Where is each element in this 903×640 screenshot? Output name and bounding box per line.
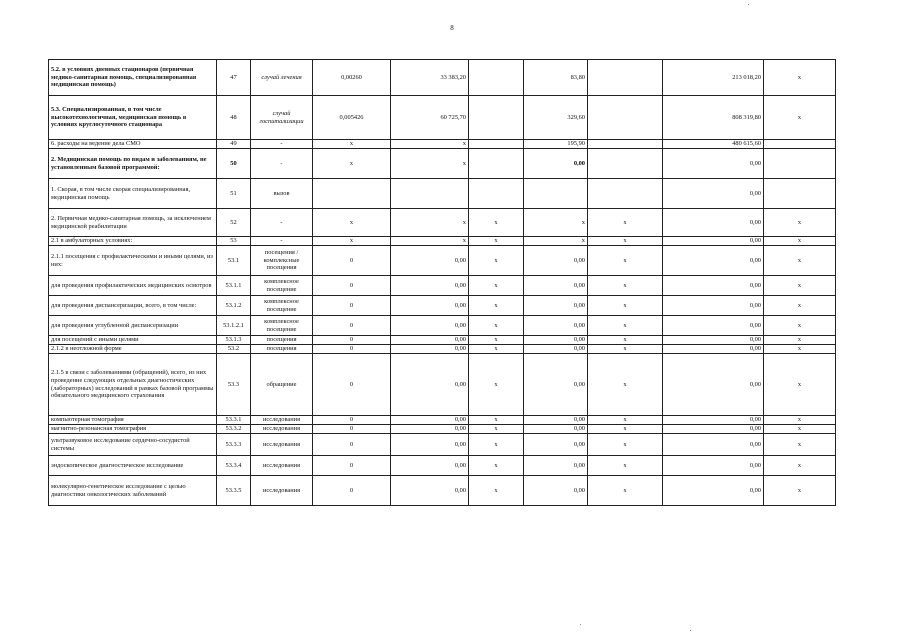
table-row	[49, 434, 836, 456]
cell-code: 53.1.1	[217, 276, 251, 296]
cell-unit: -	[251, 149, 313, 179]
table-row	[49, 456, 836, 476]
cell-c5	[391, 179, 469, 209]
cell-unit: исследования	[251, 456, 313, 476]
cell-c10: х	[764, 336, 836, 345]
cell-name: 2.1.1 посещения с профилактическими и иными целями, из них:	[49, 246, 217, 276]
cell-c5: 0,00	[391, 296, 469, 316]
cell-c9: 0,00	[663, 354, 764, 416]
cell-unit: посещения	[251, 345, 313, 354]
cell-name: для проведения диспансеризации, всего, в том числе:	[49, 296, 217, 316]
cell-c10: х	[764, 296, 836, 316]
cell-name: 2. Медицинская помощь по видам и заболеваниям, не установленным базовой программой:	[49, 149, 217, 179]
cell-code: 53	[217, 237, 251, 246]
cell-c9: 0,00	[663, 456, 764, 476]
cell-c4: х	[313, 209, 391, 237]
table-row	[49, 336, 836, 345]
cell-c10	[764, 140, 836, 149]
cell-c4: х	[313, 237, 391, 246]
cell-c10: х	[764, 476, 836, 506]
cell-unit: исследования	[251, 416, 313, 425]
cell-c4: 0	[313, 476, 391, 506]
cell-name: компьютерная томография	[49, 416, 217, 425]
table-row	[49, 276, 836, 296]
cell-c9: 0,00	[663, 345, 764, 354]
cell-unit: посещения / комплексные посещения	[251, 246, 313, 276]
cell-c6: х	[469, 456, 524, 476]
table-row	[49, 237, 836, 246]
cell-unit: комплексное посещение	[251, 276, 313, 296]
cell-c7: 83,80	[524, 60, 588, 96]
cell-unit: -	[251, 237, 313, 246]
table-row	[49, 140, 836, 149]
cell-unit: случай госпитализации	[251, 96, 313, 140]
cell-c4: 0	[313, 276, 391, 296]
cell-c7: 329,60	[524, 96, 588, 140]
cell-c6: х	[469, 476, 524, 506]
cell-c5: х	[391, 237, 469, 246]
cell-c6	[469, 140, 524, 149]
cell-c9: 0,00	[663, 336, 764, 345]
table-row	[49, 209, 836, 237]
cell-name: 2.1.5 в связи с заболеваниями (обращений), всего, из них проведение следующих отдельных диагностических (лабораторных) исследований в рамках базовой программы обязательного медицинского страхования	[49, 354, 217, 416]
cell-c5: х	[391, 140, 469, 149]
cell-c10: х	[764, 416, 836, 425]
cell-name: для посещений с иными целями	[49, 336, 217, 345]
cell-c6: х	[469, 276, 524, 296]
cell-c10	[764, 179, 836, 209]
cell-c6	[469, 96, 524, 140]
cell-c6: х	[469, 425, 524, 434]
cell-code: 48	[217, 96, 251, 140]
table-row	[49, 345, 836, 354]
cell-c8	[588, 96, 663, 140]
cell-c4: 0	[313, 345, 391, 354]
cell-name: 6. расходы на ведение дела СМО	[49, 140, 217, 149]
table-row	[49, 296, 836, 316]
tariff-table	[48, 59, 836, 506]
cell-c6: х	[469, 296, 524, 316]
cell-c6: х	[469, 316, 524, 336]
cell-c8: х	[588, 425, 663, 434]
cell-c8: х	[588, 316, 663, 336]
cell-code: 53.1.2.1	[217, 316, 251, 336]
cell-c6: х	[469, 434, 524, 456]
cell-unit: посещения	[251, 336, 313, 345]
cell-code: 53.1	[217, 246, 251, 276]
cell-c10: х	[764, 425, 836, 434]
cell-c6: х	[469, 416, 524, 425]
cell-unit: исследования	[251, 476, 313, 506]
cell-code: 49	[217, 140, 251, 149]
cell-code: 53.1.2	[217, 296, 251, 316]
cell-unit: исследования	[251, 434, 313, 456]
cell-c5: 0,00	[391, 434, 469, 456]
cell-c4: х	[313, 149, 391, 179]
cell-c8: х	[588, 276, 663, 296]
cell-c7: 0,00	[524, 345, 588, 354]
cell-c8: х	[588, 296, 663, 316]
cell-c10: х	[764, 209, 836, 237]
cell-c9: 0,00	[663, 316, 764, 336]
cell-c4: 0	[313, 336, 391, 345]
cell-c8: х	[588, 354, 663, 416]
cell-c7	[524, 179, 588, 209]
cell-c6: х	[469, 354, 524, 416]
cell-c7: 0,00	[524, 476, 588, 506]
cell-c4: 0	[313, 416, 391, 425]
cell-name: молекулярно-генетическое исследование с целью диагностики онкологических заболеваний	[49, 476, 217, 506]
cell-c10: х	[764, 316, 836, 336]
cell-c6	[469, 179, 524, 209]
cell-c8	[588, 179, 663, 209]
cell-unit: вызов	[251, 179, 313, 209]
cell-c9: 0,00	[663, 246, 764, 276]
cell-c10: х	[764, 345, 836, 354]
cell-code: 53.3.3	[217, 434, 251, 456]
cell-code: 50	[217, 149, 251, 179]
cell-c8: х	[588, 209, 663, 237]
cell-c4: 0	[313, 434, 391, 456]
cell-c8: х	[588, 456, 663, 476]
cell-c10: х	[764, 96, 836, 140]
cell-code: 53.1.3	[217, 336, 251, 345]
cell-c5: 0,00	[391, 354, 469, 416]
cell-c6	[469, 149, 524, 179]
cell-c8: х	[588, 476, 663, 506]
table-row	[49, 60, 836, 96]
cell-code: 51	[217, 179, 251, 209]
cell-c9: 0,00	[663, 296, 764, 316]
cell-name: для проведения углубленной диспансеризации	[49, 316, 217, 336]
cell-c6: х	[469, 345, 524, 354]
scan-speck	[690, 630, 691, 631]
cell-c5: 0,00	[391, 425, 469, 434]
cell-name: ультразвуковое исследование сердечно-сосудистой системы	[49, 434, 217, 456]
cell-c5: 60 725,70	[391, 96, 469, 140]
cell-c8: х	[588, 345, 663, 354]
cell-c8: х	[588, 416, 663, 425]
cell-c8	[588, 140, 663, 149]
cell-c7: 0,00	[524, 456, 588, 476]
cell-c9: 0,00	[663, 179, 764, 209]
cell-c10: х	[764, 60, 836, 96]
cell-c8: х	[588, 336, 663, 345]
cell-c9: 0,00	[663, 434, 764, 456]
cell-c7: 0,00	[524, 434, 588, 456]
cell-code: 53.3.5	[217, 476, 251, 506]
page-number: 8	[450, 24, 454, 32]
cell-c7: 0,00	[524, 336, 588, 345]
cell-c9: 480 615,60	[663, 140, 764, 149]
cell-name: для проведения профилактических медицинских осмотров	[49, 276, 217, 296]
cell-c5: х	[391, 209, 469, 237]
cell-c4	[313, 179, 391, 209]
scan-speck	[748, 4, 749, 5]
cell-c5: 0,00	[391, 246, 469, 276]
cell-c10: х	[764, 434, 836, 456]
cell-c8	[588, 60, 663, 96]
table-row	[49, 476, 836, 506]
cell-c5: 0,00	[391, 476, 469, 506]
cell-c6: х	[469, 336, 524, 345]
table-row	[49, 354, 836, 416]
cell-c7: 0,00	[524, 246, 588, 276]
cell-unit: случай лечения	[251, 60, 313, 96]
cell-code: 53.3.2	[217, 425, 251, 434]
cell-c4: 0,005426	[313, 96, 391, 140]
cell-c5: х	[391, 149, 469, 179]
cell-c7: 0,00	[524, 276, 588, 296]
cell-name: 2. Первичная медико-санитарная помощь, за исключением медицинской реабилитации	[49, 209, 217, 237]
cell-c5: 0,00	[391, 345, 469, 354]
cell-c6: х	[469, 237, 524, 246]
cell-c7: х	[524, 209, 588, 237]
cell-name: 1. Скорая, в том числе скорая специализированная, медицинская помощь	[49, 179, 217, 209]
cell-c7: 0,00	[524, 149, 588, 179]
cell-unit: исследования	[251, 425, 313, 434]
cell-c9: 0,00	[663, 209, 764, 237]
cell-c7: х	[524, 237, 588, 246]
table-row	[49, 316, 836, 336]
cell-c7: 0,00	[524, 425, 588, 434]
cell-name: 5.3. Специализированная, в том числе высокотехнологичная, медицинская помощь в условиях круглосуточного стационара	[49, 96, 217, 140]
cell-c5: 0,00	[391, 336, 469, 345]
cell-unit: -	[251, 140, 313, 149]
cell-c10: х	[764, 354, 836, 416]
cell-c6	[469, 60, 524, 96]
cell-unit: комплексное посещение	[251, 316, 313, 336]
cell-c10: х	[764, 237, 836, 246]
cell-c9: 0,00	[663, 416, 764, 425]
table-row	[49, 246, 836, 276]
table-row	[49, 425, 836, 434]
cell-unit: обращение	[251, 354, 313, 416]
cell-c4: 0	[313, 246, 391, 276]
cell-code: 53.3	[217, 354, 251, 416]
cell-c6: х	[469, 246, 524, 276]
cell-c9: 213 018,20	[663, 60, 764, 96]
cell-c5: 0,00	[391, 276, 469, 296]
cell-c8: х	[588, 246, 663, 276]
cell-c7: 0,00	[524, 316, 588, 336]
cell-c7: 0,00	[524, 296, 588, 316]
table-row	[49, 179, 836, 209]
cell-code: 53.3.1	[217, 416, 251, 425]
cell-c10: х	[764, 246, 836, 276]
cell-c8: х	[588, 434, 663, 456]
cell-c5: 0,00	[391, 316, 469, 336]
cell-c4: 0	[313, 316, 391, 336]
cell-c5: 0,00	[391, 456, 469, 476]
cell-c8: х	[588, 237, 663, 246]
cell-code: 53.2	[217, 345, 251, 354]
cell-name: 5.2. в условиях дневных стационаров (первичная медико-санитарная помощь, специализированная медицинская помощь)	[49, 60, 217, 96]
table-row	[49, 96, 836, 140]
cell-c9: 0,00	[663, 425, 764, 434]
cell-c7: 195,90	[524, 140, 588, 149]
cell-c9: 0,00	[663, 276, 764, 296]
cell-name: эндоскопическое диагностическое исследование	[49, 456, 217, 476]
table-body	[49, 60, 836, 506]
cell-c5: 0,00	[391, 416, 469, 425]
table-row	[49, 149, 836, 179]
cell-c4: х	[313, 140, 391, 149]
scan-speck	[580, 624, 581, 625]
cell-name: магнитно-резонансная томография	[49, 425, 217, 434]
cell-c4: 0	[313, 354, 391, 416]
cell-c8	[588, 149, 663, 179]
cell-c5: 33 383,20	[391, 60, 469, 96]
cell-c10: х	[764, 276, 836, 296]
cell-name: 2.1.2 в неотложной форме	[49, 345, 217, 354]
cell-c9: 0,00	[663, 237, 764, 246]
cell-c7: 0,00	[524, 354, 588, 416]
cell-c9: 808 319,80	[663, 96, 764, 140]
cell-code: 47	[217, 60, 251, 96]
cell-c10	[764, 149, 836, 179]
cell-unit: -	[251, 209, 313, 237]
cell-c9: 0,00	[663, 476, 764, 506]
cell-c4: 0	[313, 425, 391, 434]
cell-name: 2.1 в амбулаторных условиях:	[49, 237, 217, 246]
cell-c7: 0,00	[524, 416, 588, 425]
cell-code: 52	[217, 209, 251, 237]
table-row	[49, 416, 836, 425]
cell-c4: 0	[313, 456, 391, 476]
cell-c6: х	[469, 209, 524, 237]
cell-c4: 0	[313, 296, 391, 316]
cell-c9: 0,00	[663, 149, 764, 179]
cell-c10: х	[764, 456, 836, 476]
cell-code: 53.3.4	[217, 456, 251, 476]
cell-unit: комплексное посещение	[251, 296, 313, 316]
cell-c4: 0,00260	[313, 60, 391, 96]
